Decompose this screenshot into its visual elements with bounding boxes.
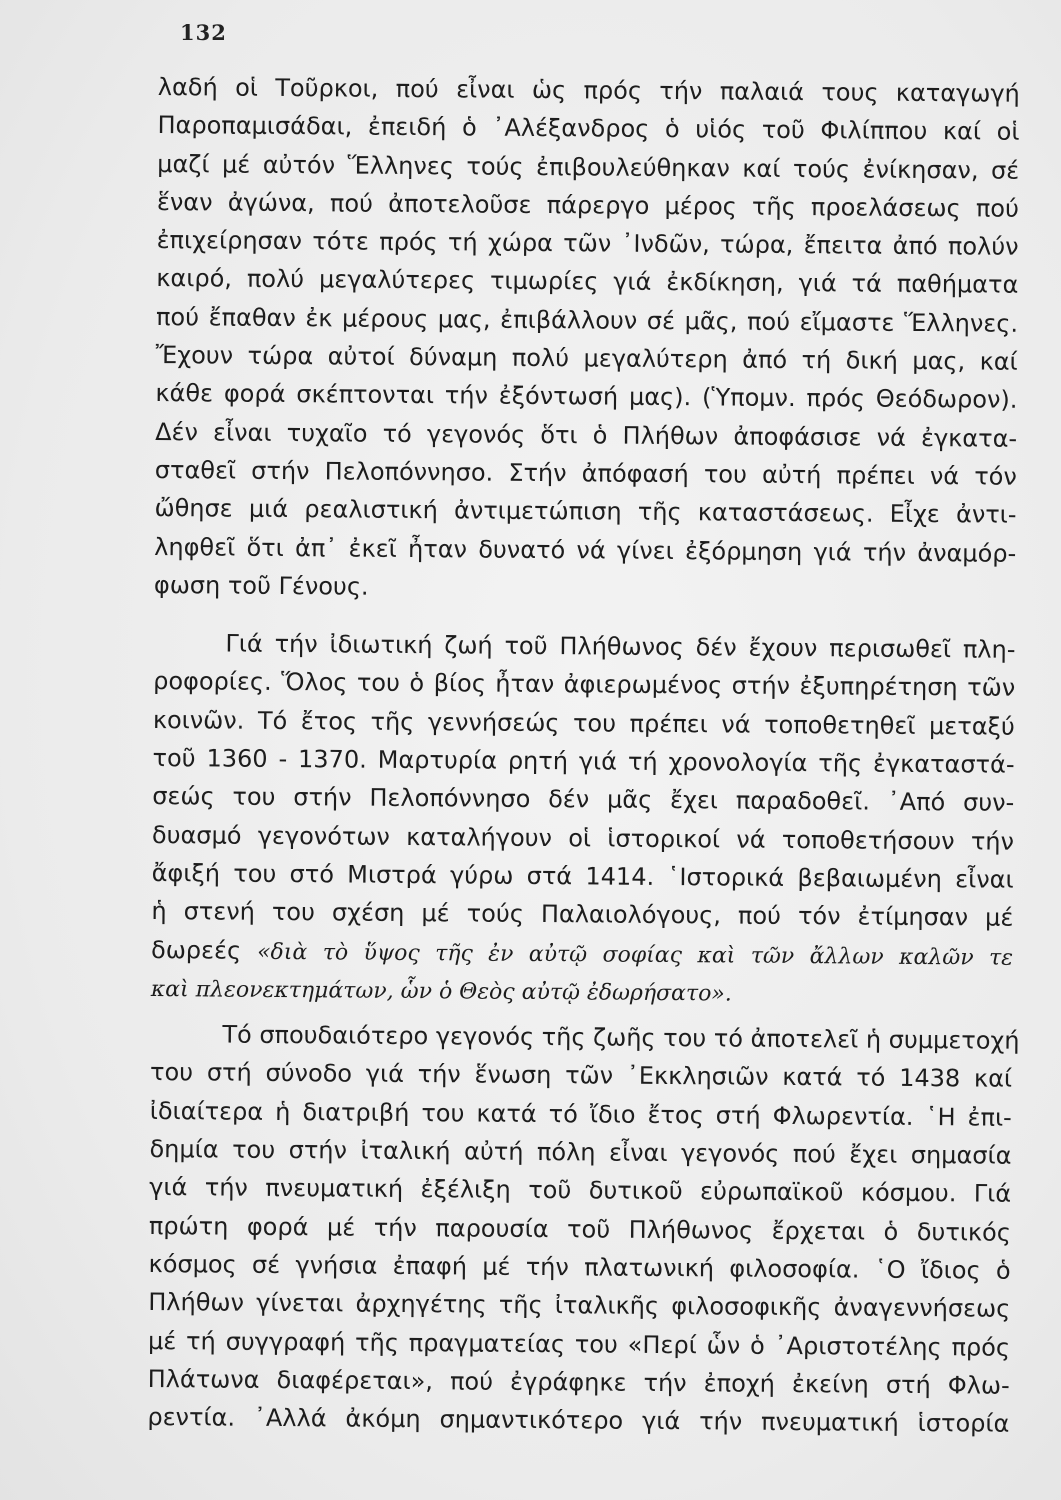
text-line: Δέν εἶναι τυχαῖο τό γεγονός ὅτι ὁ Πλήθων ἀποφάσισε νά ἐγκατα-: [155, 417, 1018, 453]
text-line: δυασμό γεγονότων καταλήγουν οἱ ἱστορικοί νά τοποθετήσουν τήν: [151, 820, 1015, 856]
text-line: κόσμος σέ γνήσια ἐπαφή μέ τήν πλατωνική φιλοσοφία. ῾Ο ἴδιος ὁ: [148, 1249, 1011, 1285]
quotation-text: «διὰ τὸ ὕψος τῆς ἐν αὐτῷ σοφίας καὶ τῶν ἄλλων καλῶν τε: [257, 939, 1014, 971]
text-line: σεώς του στήν Πελοπόννησο δέν μᾶς ἔχει παραδοθεῖ. ᾿Από συν-: [152, 782, 1015, 818]
text-line: ληφθεῖ ὅτι ἀπ᾿ ἐκεῖ ἦταν δυνατό νά γίνει ἐξόρμηση γιά τήν ἀναμόρ-: [154, 532, 1017, 568]
text-line: ἐπιχείρησαν τότε πρός τή χώρα τῶν ᾿Ινδῶν, τώρα, ἔπειτα ἀπό πολύν: [156, 226, 1019, 261]
text-line: Γιά τήν ἰδιωτική ζωή τοῦ Πλήθωνος δέν ἔχουν περισωθεῖ πλη-: [225, 629, 1016, 664]
text-line: καιρό, πολύ μεγαλύτερες τιμωρίες γιά ἐκδίκηση, γιά τά παθήματα: [156, 264, 1019, 300]
text-line: πρώτη φορά μέ τήν παρουσία τοῦ Πλήθωνος ἔρχεται ὁ δυτικός: [148, 1211, 1011, 1247]
text-line: γιά τήν πνευματική ἐξέλιξη τοῦ δυτικοῦ εὐρωπαϊκοῦ κόσμου. Γιά: [149, 1173, 1012, 1209]
paragraph-3: [147, 1015, 1020, 1443]
text-line: Ἔχουν τώρα αὐτοί δύναμη πολύ μεγαλύτερη ἀπό τή δική μας, καί: [155, 341, 1018, 376]
text-line-quote: [151, 931, 1013, 976]
text-line: Πλήθων γίνεται ἀρχηγέτης τῆς ἰταλικῆς φιλοσοφικῆς ἀναγεννήσεως: [148, 1288, 1011, 1323]
text-line: ροφορίες. Ὅλος του ὁ βίος ἦταν ἀφιερωμένος στήν ἐξυπηρέτηση τῶν: [153, 667, 1016, 703]
plain-text: δωρεές: [150, 935, 258, 965]
quotation-text: καὶ πλεονεκτημάτων, ὧν ὁ Θεὸς αὐτῷ ἐδωρήσατο».: [150, 976, 732, 1007]
paragraph-2: [151, 624, 1016, 1014]
text-line-quote: [151, 969, 1013, 1014]
text-line: ὤθησε μιά ρεαλιστική ἀντιμετώπιση τῆς καταστάσεως. Εἶχε ἀντι-: [154, 494, 1017, 530]
text-line: Πλάτωνα διαφέρεται», πού ἐγράφηκε τήν ἐποχή ἐκείνη στή Φλω-: [147, 1364, 1010, 1400]
text-line: δημία του στήν ἰταλική αὐτή πόλη εἶναι γεγονός πού ἔχει σημασία: [149, 1134, 1012, 1170]
body-text: [147, 68, 1020, 1443]
paragraph-1: [154, 68, 1020, 611]
text-line: λαδή οἱ Τοῦρκοι, πού εἶναι ὡς πρός τήν παλαιά τους καταγωγή: [157, 72, 1020, 108]
page-number: 132: [180, 20, 227, 45]
text-line: Τό σπουδαιότερο γεγονός τῆς ζωῆς του τό ἀποτελεῖ ἡ συμμετοχή: [222, 1020, 1020, 1055]
text-line: ἕναν ἀγώνα, πού ἀποτελοῦσε πάρεργο μέρος τῆς προελάσεως πού: [156, 187, 1020, 223]
text-line: ρεντία. ᾿Αλλά ἀκόμη σημαντικότερο γιά τήν πνευματική ἱστορία: [147, 1403, 1010, 1438]
text-line: ἡ στενή του σχέση μέ τούς Παλαιολόγους, πού τόν ἐτίμησαν μέ: [151, 897, 1014, 932]
text-line: ἰδιαίτερα ἡ διατριβή του κατά τό ἴδιο ἔτος στή Φλωρεντία. ῾Η ἐπι-: [149, 1096, 1012, 1132]
text-line: κοινῶν. Τό ἔτος τῆς γεννήσεώς του πρέπει νά τοποθετηθεῖ μεταξύ: [152, 705, 1015, 741]
text-line: μέ τή συγγραφή τῆς πραγματείας του «Περί ὧν ὁ ᾿Αριστοτέλης πρός: [147, 1326, 1011, 1362]
text-line: μαζί μέ αὐτόν Ἕλληνες τούς ἐπιβουλεύθηκαν καί τούς ἐνίκησαν, σέ: [157, 149, 1020, 185]
text-line: Παροπαμισάδαι, ἐπειδή ὁ ᾿Αλέξανδρος ὁ υἱός τοῦ Φιλίππου καί οἱ: [157, 111, 1020, 147]
text-line: ἄφιξή του στό Μιστρά γύρω στά 1414. ῾Ιστορικά βεβαιωμένη εἶναι: [151, 858, 1014, 894]
text-line: τοῦ 1360 - 1370. Μαρτυρία ρητή γιά τή χρονολογία τῆς ἐγκαταστά-: [152, 744, 1015, 779]
text-line: κάθε φορά σκέπτονται τήν ἐξόντωσή μας). (Ὑπομν. πρός Θεόδωρον).: [155, 379, 1018, 415]
text-line: πού ἔπαθαν ἐκ μέρους μας, ἐπιβάλλουν σέ μᾶς, πού εἴμαστε Ἕλληνες.: [155, 302, 1019, 338]
text-line: του στή σύνοδο γιά τήν ἕνωση τῶν ᾿Εκκλησιῶν κατά τό 1438 καί: [150, 1058, 1013, 1094]
text-line: φωση τοῦ Γένους.: [153, 570, 369, 601]
text-line: σταθεῖ στήν Πελοπόννησο. Στήν ἀπόφασή του αὐτή πρέπει νά τόν: [154, 455, 1017, 491]
